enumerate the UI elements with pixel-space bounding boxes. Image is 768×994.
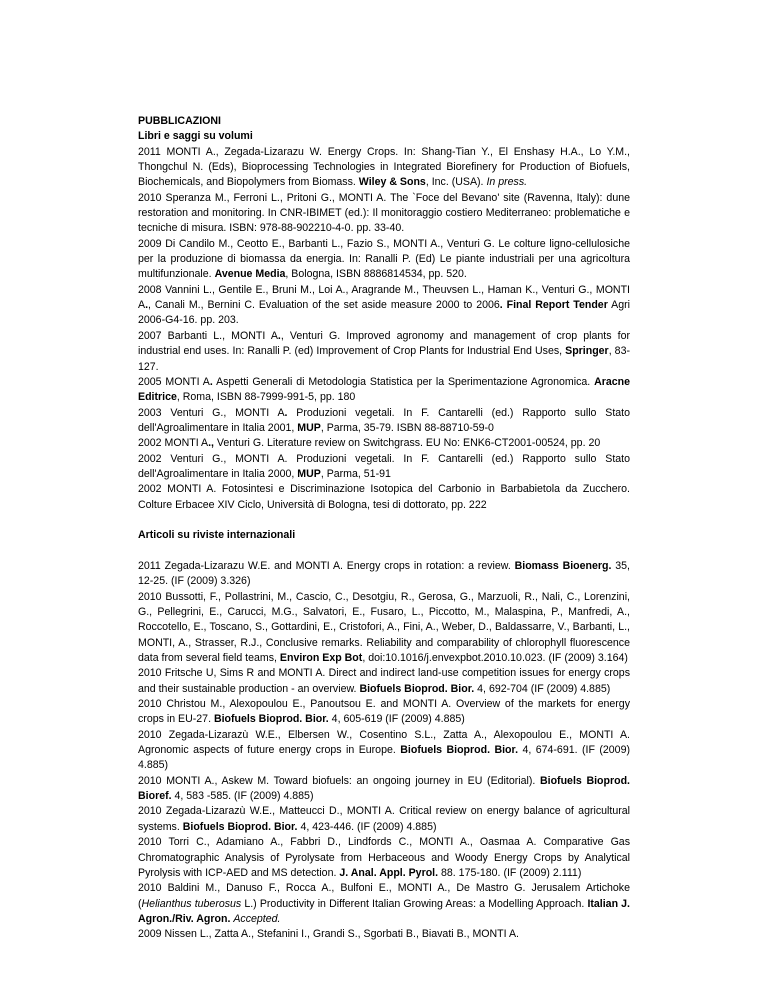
book-entry-segment: ., xyxy=(208,437,214,450)
book-entry xyxy=(138,406,630,437)
article-entry-segment: 35, 12-25. (IF (2009) 3.326) xyxy=(138,559,630,588)
article-entry-segment: 4, 692-704 (IF (2009) 4.885) xyxy=(474,682,611,695)
article-entry-segment: J. Anal. Appl. Pyrol. xyxy=(339,866,439,879)
article-entry-segment: 2010 Zegada-Lizarazù W.E., Elbersen W., Cosentino S.L., Zatta A., Alexopoulou E., MONTI A. Agronomic aspects of future energy crops in Europe. xyxy=(138,728,630,757)
book-entry-segment: 2008 Vannini L., Gentile E., Bruni M., Loi A., Aragrande M., Theuvsen L., Haman K., Venturi G., MONTI A xyxy=(138,283,630,312)
article-entry-segment: 2010 Bussotti, F., Pollastrini, M., Cascio, C., Desotgiu, R., Gerosa, G., Marzuoli, R., Nali, C., Lorenzini, G., Pellegrini, E., Carucci, M.G., Salvatori, E., Fusaro, L., Piccotto, M., Malaspina, P., Manfredi, A., Roccotello, E., Toscano, S., Gottardini, E., Cristofori, A., Fini, A., Weber, D., Baldassarre, V., Barbanti, L., MONTI, A., Strasser, R.J., Conclusive remarks. Reliability and comparability of chlorophyll fluorescence data from several field teams, xyxy=(138,590,630,665)
article-entry-segment: Italian J. Agron./Riv. Agron. xyxy=(138,897,631,925)
book-entry-segment: Avenue Media xyxy=(214,268,286,281)
article-entry-segment: Helianthus tuberosus xyxy=(141,897,242,910)
article-entry-segment: 4, 583 -585. (IF (2009) 4.885) xyxy=(171,790,314,803)
article-entry-segment: 2010 Zegada-Lizarazù W.E., Matteucci D., MONTI A. Critical review on energy balance of agricultural systems. xyxy=(138,805,630,833)
article-entry-segment: L.) Productivity in Different Italian Growing Areas: a Modelling Approach. xyxy=(241,897,588,910)
book-entry xyxy=(138,482,630,513)
book-entry-segment: 2009 Di Candilo M., Ceotto E., Barbanti L., Fazio S., MONTI A., Venturi G. Le colture ligno-cellulosiche per la produzione di biomassa da energia. In: Ranalli P. (Ed) Le piante industriali per una agricoltura multifunzionale. xyxy=(138,237,630,281)
article-entry xyxy=(138,881,630,927)
article-entry-segment: 2010 Fritsche U, Sims R and MONTI A. Direct and indirect land-use competition issues for energy crops and their sustainable production - an overview. xyxy=(138,667,630,695)
article-entry-segment: Biomass Bioenerg. xyxy=(514,559,612,572)
article-entry xyxy=(138,697,630,728)
section-title-books: Libri e saggi su volumi xyxy=(138,130,253,143)
book-entry-segment: Wiley & Sons xyxy=(358,176,426,189)
book-entry-segment: , Venturi G. Improved agronomy and management of crop plants for industrial end uses. In: Ranalli P. (ed) Improvement of Crop Plants for Industrial End Uses, xyxy=(138,329,630,358)
book-entry-segment: , Inc. (USA). xyxy=(425,176,487,189)
book-entry-segment: 2005 MONTI A xyxy=(138,375,210,388)
book-entry-segment: 2011 MONTI A., Zegada-Lizarazu W. Energy Crops. In: Shang-Tian Y., El Enshasy H.A., Lo Y.M., Thongchul N. (Eds), Bioprocessing Technologies in Integrated Biorefinery for Production of Biofuels, Biochemicals, and Biopolymers from Biomass. xyxy=(138,145,630,189)
article-entry-segment: 2010 Christou M., Alexopoulou E., Panoutsou E. and MONTI A. Overview of the markets for energy crops in EU-27. xyxy=(138,698,630,726)
book-entry-segment: MUP xyxy=(297,421,321,434)
article-entry-segment: 2010 Torri C., Adamiano A., Fabbri D., Lindfords C., MONTI A., Oasmaa A. Comparative Gas Chromatographic Analysis of Pyrolysate from Herbaceous and Woody Energy Crops by Analytical Pyrolysis with ICP-AED and MS detection. xyxy=(138,836,630,879)
article-entry-segment: 4, 423-446. (IF (2009) 4.885) xyxy=(297,820,437,833)
book-entry-segment: , Parma, 51-91 xyxy=(320,467,391,480)
article-entry-segment: Biofuels Bioprod. Bior. xyxy=(213,713,329,726)
book-entry-segment: 2003 Venturi G., MONTI A xyxy=(138,406,285,419)
book-entry-segment: , Canali M., Bernini C. Evaluation of the set aside measure 2000 to 2006 xyxy=(148,299,500,312)
book-entry-segment: 2007 Barbanti L., MONTI A xyxy=(138,329,278,342)
article-entry-segment: 2010 MONTI A., Askew M. Toward biofuels: an ongoing journey in EU (Editorial). xyxy=(138,774,540,787)
article-entry xyxy=(138,804,630,835)
book-entry xyxy=(138,375,630,406)
book-entry-segment: Agri 2006-G4-16. pp. 203. xyxy=(138,299,630,327)
article-entry xyxy=(138,590,630,667)
book-entry xyxy=(138,145,630,191)
article-entry xyxy=(138,835,630,881)
article-entry xyxy=(138,774,630,805)
book-entry xyxy=(138,436,630,451)
book-entry xyxy=(138,452,630,483)
book-entry-segment: , Roma, ISBN 88-7999-991-5, pp. 180 xyxy=(176,391,356,404)
book-entry-segment: Aspetti Generali di Metodologia Statistica per la Sperimentazione Agronomica. xyxy=(212,375,595,388)
book-entry-segment: Produzioni vegetali. In F. Cantarelli (ed.) Rapporto sullo Stato dell'Agroalimentare in Italia 2001, xyxy=(138,406,630,434)
article-entry xyxy=(138,728,630,774)
book-entry-segment: MUP xyxy=(297,467,321,480)
article-entry-segment: 88. 175-180. (IF (2009) 2.111) xyxy=(438,866,582,879)
book-entry-segment: Springer xyxy=(565,345,609,358)
articles-list xyxy=(138,559,630,943)
article-entry-segment: 2009 Nissen L., Zatta A., Stefanini I., Grandi S., Sgorbati B., Biavati B., MONTI A. xyxy=(138,928,519,941)
book-entry-segment: , 83-127. xyxy=(138,345,630,373)
article-entry-segment: 2011 Zegada-Lizarazu W.E. and MONTI A. Energy crops in rotation: a review. xyxy=(138,559,515,572)
article-entry-segment: Environ Exp Bot xyxy=(279,652,363,665)
book-entry-segment: . Final Report Tender xyxy=(499,299,608,312)
article-entry-segment: , doi:10.1016/j.envexpbot.2010.10.023. (IF (2009) 3.164) xyxy=(362,652,628,665)
book-entry-segment: . xyxy=(145,299,149,312)
article-entry xyxy=(138,927,630,942)
book-entry xyxy=(138,237,630,283)
book-entry-segment: , Bologna, ISBN 8886814534, pp. 520. xyxy=(285,268,467,281)
book-entry-segment: 2002 MONTI A xyxy=(138,437,209,450)
page-heading: PUBBLICAZIONI xyxy=(138,115,221,127)
article-entry-segment: Biofuels Bioprod. Bior. xyxy=(359,682,475,695)
article-entry-segment: Biofuels Bioprod. Bior. xyxy=(400,744,519,757)
book-entry-segment: In press. xyxy=(486,176,528,189)
book-entry-segment: . xyxy=(277,329,281,342)
article-entry xyxy=(138,666,630,697)
article-entry-segment: 4, 674-691. (IF (2009) 4.885) xyxy=(138,744,630,772)
section-title-articles: Articoli su riviste internazionali xyxy=(138,529,296,542)
book-entry xyxy=(138,283,630,329)
book-entry-segment: Aracne Editrice xyxy=(138,375,630,404)
book-entry-segment: 2010 Speranza M., Ferroni L., Pritoni G., MONTI A. The `Foce del Bevano' site (Ravenna, Italy): dune restoration and monitoring. In CNR-IBIMET (ed.): Il monitoraggio costiero Mediterraneo: problematiche e tecniche di misura. ISBN: 978-88-902210-4-0. pp. 33-40. xyxy=(138,191,630,235)
book-entry xyxy=(138,329,630,375)
book-entry-segment: . xyxy=(209,375,213,388)
article-entry-segment: 2010 Baldini M., Danuso F., Rocca A., Bulfoni E., MONTI A., De Mastro G. Jerusalem Artichoke ( xyxy=(138,882,630,910)
book-entry xyxy=(138,191,630,237)
article-entry-segment: Biofuels Bioprod. Bior. xyxy=(182,820,298,833)
article-entry-segment: 4, 605-619 (IF (2009) 4.885) xyxy=(328,713,465,726)
book-entry-segment: , Parma, 35-79. ISBN 88-88710-59-0 xyxy=(320,421,494,434)
article-entry-segment: Accepted. xyxy=(233,912,281,925)
publications-page xyxy=(138,114,630,943)
book-entry-segment: 2002 Venturi G., MONTI A. Produzioni vegetali. In F. Cantarelli (ed.) Rapporto sullo Stato dell'Agroalimentare in Italia 2000, xyxy=(138,452,630,480)
article-entry xyxy=(138,559,630,590)
book-entry-segment: Venturi G. Literature review on Switchgrass. EU No: ENK6-CT2001-00524, pp. 20 xyxy=(213,437,601,450)
book-entry-segment: 2002 MONTI A. Fotosintesi e Discriminazione Isotopica del Carbonio in Barbabietola da Zucchero. Colture Erbacee XIV Ciclo, Università di Bologna, tesi di dottorato, pp. 222 xyxy=(138,483,630,511)
books-list xyxy=(138,145,630,513)
book-entry-segment: . xyxy=(284,406,288,419)
article-entry-segment: Biofuels Bioprod. Bioref. xyxy=(138,774,630,803)
